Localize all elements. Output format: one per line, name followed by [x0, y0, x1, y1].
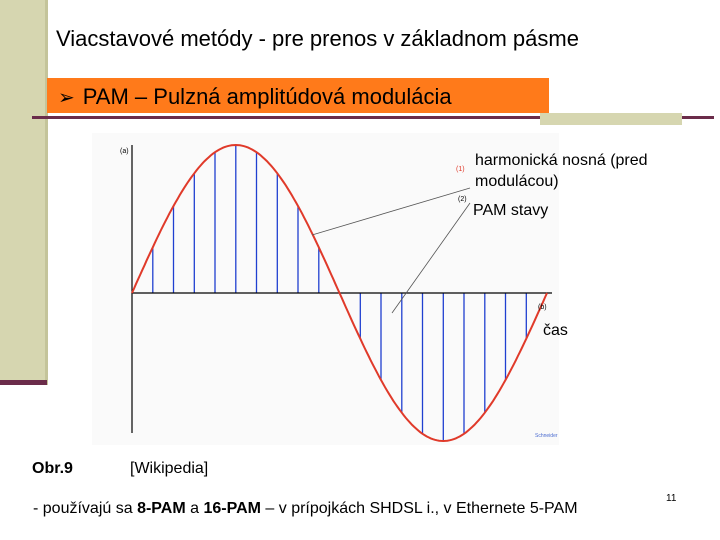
pointer-pam: [392, 203, 470, 313]
bottom-note: [33, 500, 578, 518]
slide-title: Viacstavové metódy - pre prenos v základnom pásme: [56, 26, 579, 51]
marker-2: (2): [458, 196, 467, 203]
pam-states-label: PAM stavy: [473, 202, 549, 219]
marker-1: (1): [456, 166, 465, 173]
divider-accent: [540, 113, 682, 125]
bottom-mid: a: [185, 500, 204, 517]
bottom-16pam: 16-PAM: [203, 500, 261, 517]
carrier-label-line1: harmonická nosná (pred: [475, 152, 648, 169]
bottom-8pam: 8-PAM: [137, 500, 186, 517]
page-number: 11: [666, 493, 677, 504]
axis-label-a: (a): [120, 148, 129, 155]
pointer-carrier: [312, 188, 470, 235]
figure-source: [Wikipedia]: [130, 460, 209, 477]
sidebar-edge: [45, 0, 48, 385]
carrier-label-line2: modulácou): [475, 173, 559, 190]
bottom-prefix: - používajú sa: [33, 500, 138, 517]
figure-number: Obr.9: [32, 460, 73, 477]
subtitle-text: PAM – Pulzná amplitúdová modulácia: [82, 84, 452, 109]
time-label: čas: [543, 322, 568, 339]
carrier-label: [475, 150, 715, 192]
bottom-suffix: – v prípojkách SHDSL i., v Ethernete 5-PAM: [260, 500, 578, 517]
axis-label-b: (b): [538, 304, 547, 311]
sidebar-decoration: [0, 0, 47, 385]
subtitle: [58, 84, 452, 110]
sidebar-divider: [0, 380, 47, 385]
watermark: Schneider: [535, 433, 558, 439]
arrow-bullet-icon: ➢: [58, 85, 75, 109]
